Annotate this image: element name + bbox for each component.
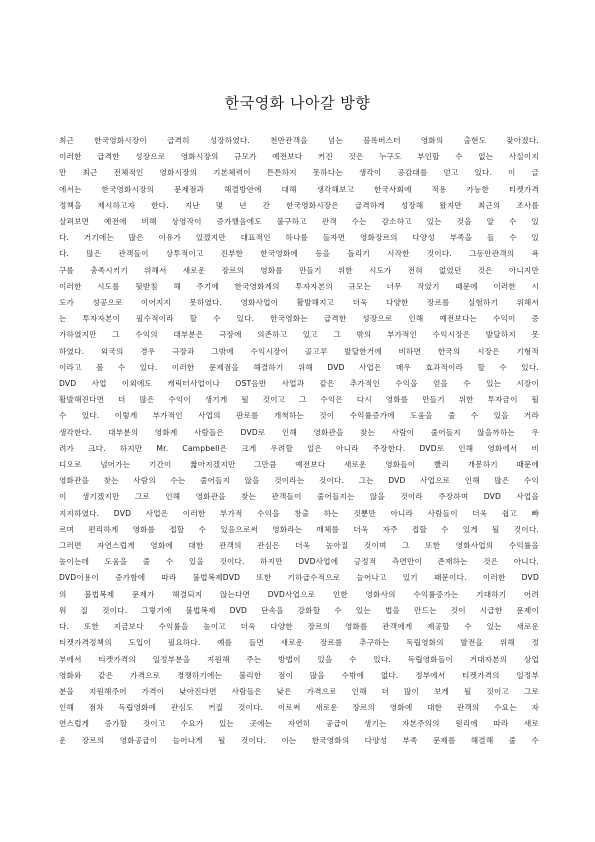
body-line: 하였다. 외국의 경우 극장과 그밖에 수익시장이 골고루 발달한거에 비하면 한국의 시장은 기형적 bbox=[59, 346, 539, 356]
body-line: 만 최근 전체적인 영화시장의 기본체력이 튼튼하지 못하다는 생각이 공감대를 얻고 있다. 이 글 bbox=[59, 168, 539, 178]
body-line: 다. 또한 지금보다 수익률을 높이고 더욱 다양한 장르의 영화를 관객에게 제공할 수 있는 새로운 bbox=[59, 622, 539, 632]
body-line: 르며 편리하게 영화를 접할 수 있음으로써 영화라는 매체를 더욱 자주 접할 수 있게 될 것이다. bbox=[59, 524, 539, 534]
body-line: 부에서 티켓가격의 일정부분을 지원해 주는 방법이 있을 수 있다. 독립영화들이 거대자본의 상업 bbox=[59, 654, 539, 664]
body-line: 에서는 한국영화시장의 문제점과 해결방안에 대해 생각해보고 한국사회에 적용 가능한 티켓가격 bbox=[59, 184, 539, 194]
body-line: 티켓가격정책의 도입이 필요하다. 예를 들면 새로운 장르를 추구하는 독립영화의 발전을 위해 정 bbox=[59, 638, 539, 648]
body-line: 연스럽게 증가할 것이고 수요가 있는 곳에는 자연히 공급이 생기는 자본주의의 원리에 따라 새로 bbox=[59, 719, 539, 729]
body-line: 정책을 제시하고자 한다. 지난 몇 년 간 한국영화시장은 급격하게 성장해 왔지만 최근의 조사를 bbox=[59, 200, 539, 210]
body-line: 워 질 것이다. 그렇기에 불법복제 DVD 단속을 강화할 수 있는 법을 만드는 것이 시급한 문제이 bbox=[59, 605, 539, 615]
body-line: 이러한 시도를 뒷받침 해 주기에 한국영화계의 투자자본의 규모는 너무 작았기 때문에 이러한 시 bbox=[59, 281, 539, 291]
body-line: 가하였지만 그 수익의 대부분은 극장에 의존하고 있고 그 밖의 부가적인 수익시장은 발달하지 못 bbox=[59, 330, 539, 340]
body-line: 영화와 같은 가격으로 경쟁하기에는 불리한 점이 많을 수밖에 없다. 정부에서 티켓가격의 일정부 bbox=[59, 670, 539, 680]
body-line: 이라고 볼 수 있다. 이러한 문제점을 해결하기 위해 DVD 사업은 매우 효과적이라 할 수 있다. bbox=[59, 362, 539, 372]
body-line: 이러한 급격한 성장으로 영화시장의 규모가 예전보다 커진 것은 누구도 부인할 수 없는 사실이지 bbox=[59, 152, 539, 162]
body-line: DVD이용이 증가함에 따라 불법복제DVD 또한 기하급수적으로 늘어나고 있기 때문이다. 이러한 DVD bbox=[59, 573, 539, 583]
document-body bbox=[59, 133, 539, 749]
body-line: 는 투자자본이 필수적이라 할 수 있다. 한국영화는 급격한 성장으로 인해 예전보다는 수익이 증 bbox=[59, 314, 539, 324]
body-line: 분을 지원해주어 가격이 낮아진다면 사람들은 낮은 가격으로 인해 더 많이 보게 될 것이고 그로 bbox=[59, 686, 539, 696]
body-line: 높이는데 도움을 줄 수 있을 것이다. 하지만 DVD사업에 긍정적 측면만이 존재하는 것은 아니다. bbox=[59, 557, 539, 567]
document-title: 한국영화 나아갈 방향 bbox=[224, 94, 371, 112]
body-line: 인해 점차 독립영화에 관심도 커질 것이다. 이로써 새로운 장르의 영화에 대한 관객의 수요는 자 bbox=[59, 703, 539, 713]
body-line: 다. 많은 관객들이 상투적이고 진부한 한국영화에 등을 돌리기 시작한 것이다. 그동안관객의 욕 bbox=[59, 249, 539, 259]
body-line: 의 불법복제 문제가 해결되지 않는다면 DVD사업으로 인한 영화사의 수익률증가는 기대하기 어려 bbox=[59, 589, 539, 599]
body-line: 생각한다. 대부분의 영화계 사람들은 DVD로 인해 영화관을 찾는 사람이 줄어들지 않을까하는 우 bbox=[59, 427, 539, 437]
body-line: 활발해진다면 더 많은 수익이 생기게 될 것이고 그 수익은 다시 영화를 만들기 위한 투자금이 될 bbox=[59, 395, 539, 405]
body-line: 구를 충족시키기 위해서 새로운 장르의 영화를 만들기 위한 시도가 전혀 없었던 것은 아니지만 bbox=[59, 265, 539, 275]
body-line: DVD 사업 이외에도 캐릭터사업이나 OST음반 사업과 같은 추가적인 수익을 얻을 수 있는 시장이 bbox=[59, 379, 539, 389]
body-line: 영화관을 찾는 사람의 수는 줄어들지 않을 것이라는 것이다. 그는 DVD 사업으로 인해 많은 수익 bbox=[59, 476, 539, 486]
body-line: 살펴보면 예전에 비해 상영작이 증가했음에도 불구하고 관객 수는 감소하고 있는 것을 알 수 있 bbox=[59, 217, 539, 227]
body-line: 지지하였다. DVD 사업은 이러한 부가적 수익을 창출 하는 것뿐만 아니라 사람들이 더욱 쉽고 빠 bbox=[59, 508, 539, 518]
body-line: 다. 거기에는 많은 이유가 있겠지만 대표적인 하나를 들자면 영화장르의 다양성 부족을 들 수 있 bbox=[59, 233, 539, 243]
body-line: 려가 크다. 하지만 Mr. Campbell은 크게 우려할 일은 아니라 주장한다. DVD로 인해 영화에서 비 bbox=[59, 443, 539, 453]
body-line: 그러면 자연스럽게 영화에 대한 관객의 관심은 더욱 높아질 것이며 그 또한 영화사업의 수익률을 bbox=[59, 541, 539, 551]
body-line: 최근 한국영화시장이 급격히 성장하였다. 천만관객을 넘는 블록버스터 영화의 출현도 잦아졌다. bbox=[59, 136, 539, 145]
body-line: 디오로 넘어가는 기간이 짧아지겠지만 그만큼 예전보다 새로운 영화들이 빨리 개봉하기 때문에 bbox=[59, 460, 539, 470]
body-line: 수 있다. 이렇게 부가적인 사업의 판로를 개척하는 것이 수익률증가에 도움을 줄 수 있을 거라 bbox=[59, 411, 539, 421]
body-line: 도가 성공으로 이어지지 못하였다. 영화사업이 활발해지고 더욱 다양한 장르를 실험하기 위해서 bbox=[59, 298, 539, 308]
body-line: 이 생기겠지만 그로 인해 영화관을 찾는 관객들이 줄어들지는 않을 것이라 주장하며 DVD 사업을 bbox=[59, 492, 539, 502]
body-line: 운 장르의 영화공급이 늘어나게 될 것이다. 이는 한국영화의 다양성 부족 문제를 해결해 줄 수 bbox=[59, 735, 539, 745]
